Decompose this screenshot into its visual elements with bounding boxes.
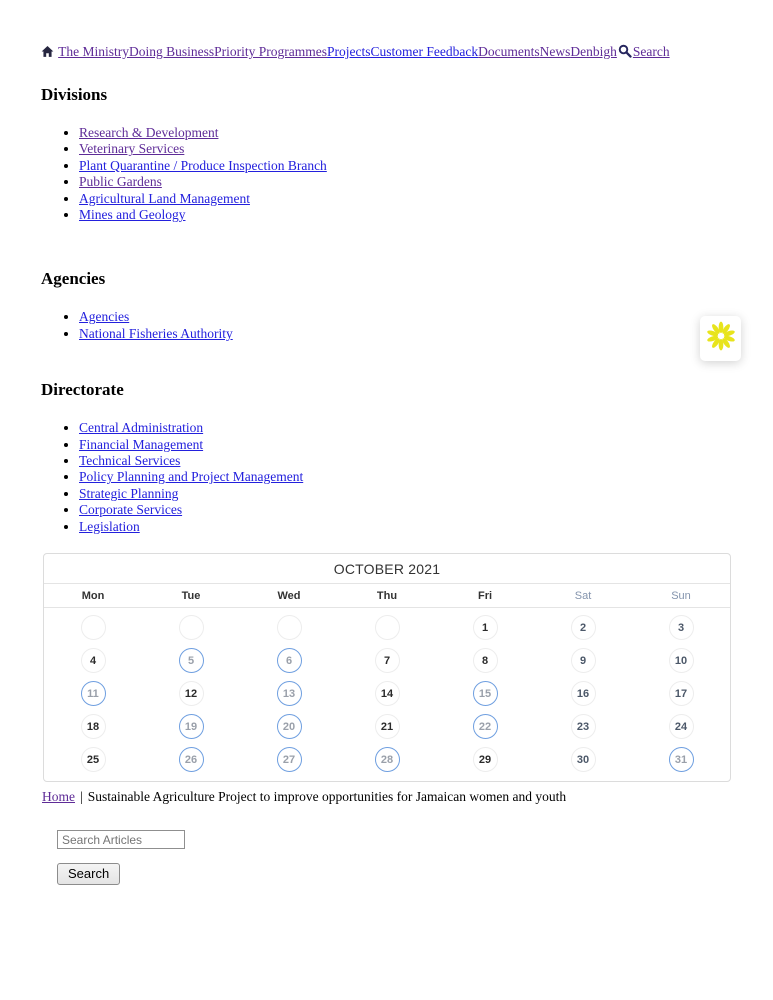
section-link-public-gardens[interactable]: Public Gardens: [79, 174, 162, 190]
calendar-cell: [44, 611, 142, 644]
calendar-day-28[interactable]: 28: [375, 747, 400, 772]
list-item: [79, 191, 732, 207]
feedback-widget-button[interactable]: [700, 316, 741, 361]
calendar-cell: [338, 710, 436, 743]
calendar-cell: [240, 644, 338, 677]
breadcrumb-home-link[interactable]: Home: [42, 789, 75, 805]
section-link-plant-quarantine-produce-inspection-branch[interactable]: Plant Quarantine / Produce Inspection Branch: [79, 157, 327, 173]
calendar-cell: [436, 677, 534, 710]
calendar-cell: [240, 677, 338, 710]
nav-link-projects[interactable]: Projects: [327, 44, 371, 59]
calendar-cell: [44, 710, 142, 743]
section-directorate: [41, 380, 732, 535]
list-item: [79, 174, 732, 190]
breadcrumb-separator: |: [80, 789, 83, 805]
section-link-agencies[interactable]: Agencies: [79, 309, 130, 325]
list-item: [79, 125, 732, 141]
calendar-day-header-tue: Tue: [181, 589, 201, 602]
calendar-day-14: 14: [375, 681, 400, 706]
nav-link-search[interactable]: Search: [632, 44, 670, 59]
calendar-day-header-thu: Thu: [376, 589, 398, 602]
calendar-cell: [44, 677, 142, 710]
asterisk-flower-icon: [706, 321, 736, 356]
calendar-day-19[interactable]: 19: [179, 714, 204, 739]
calendar-cell: [240, 710, 338, 743]
list-item: [79, 469, 732, 485]
calendar-day-empty: [277, 615, 302, 640]
calendar-cell: [632, 611, 730, 644]
section-link-veterinary-services[interactable]: Veterinary Services: [79, 141, 185, 157]
section-heading: Divisions: [41, 85, 108, 104]
section-link-national-fisheries-authority[interactable]: National Fisheries Authority: [79, 325, 233, 341]
calendar-day-header-wed: Wed: [277, 589, 301, 602]
calendar-cell: [142, 677, 240, 710]
calendar-cell: [436, 644, 534, 677]
section-link-list: [41, 309, 732, 342]
calendar-cell: [534, 644, 632, 677]
calendar-day-1: 1: [473, 615, 498, 640]
calendar-day-17: 17: [669, 681, 694, 706]
page-title: Sustainable Agriculture Project to improve opportunities for Jamaican women and youth: [87, 789, 567, 805]
calendar-day-29: 29: [473, 747, 498, 772]
list-item: [79, 309, 732, 325]
breadcrumb: [42, 789, 732, 805]
top-nav: [41, 44, 732, 62]
section-link-strategic-planning[interactable]: Strategic Planning: [79, 485, 179, 501]
calendar-cell: [44, 743, 142, 776]
calendar-cell: [338, 611, 436, 644]
list-item: [79, 502, 732, 518]
calendar-day-31[interactable]: 31: [669, 747, 694, 772]
calendar-day-12: 12: [179, 681, 204, 706]
nav-link-doing-business[interactable]: Doing Business: [129, 44, 215, 59]
section-link-agricultural-land-management[interactable]: Agricultural Land Management: [79, 190, 250, 206]
nav-link-the-ministry[interactable]: The Ministry: [58, 44, 130, 59]
section-link-technical-services[interactable]: Technical Services: [79, 453, 181, 469]
list-item: [79, 158, 732, 174]
calendar-day-header-sat: Sat: [574, 589, 592, 602]
calendar-cell: [44, 644, 142, 677]
nav-link-denbigh[interactable]: Denbigh: [570, 44, 617, 59]
section-link-corporate-services[interactable]: Corporate Services: [79, 502, 183, 518]
calendar-day-10: 10: [669, 648, 694, 673]
section-link-list: [41, 125, 732, 223]
calendar-day-23: 23: [571, 714, 596, 739]
calendar-cell: [534, 710, 632, 743]
list-item: [79, 437, 732, 453]
calendar-cell: [240, 611, 338, 644]
section-agencies: [41, 269, 732, 342]
calendar-day-30: 30: [571, 747, 596, 772]
calendar-cell: [436, 611, 534, 644]
calendar-day-24: 24: [669, 714, 694, 739]
search-articles-button[interactable]: Search: [57, 863, 120, 885]
section-divisions: [41, 85, 732, 223]
calendar-day-header-fri: Fri: [477, 589, 493, 602]
calendar-day-3: 3: [669, 615, 694, 640]
calendar-day-header-mon: Mon: [81, 589, 105, 602]
calendar-cell: [534, 677, 632, 710]
calendar-day-11[interactable]: 11: [81, 681, 106, 706]
calendar-cell: [632, 743, 730, 776]
section-link-legislation[interactable]: Legislation: [79, 518, 140, 534]
nav-link-priority-programmes[interactable]: Priority Programmes: [214, 44, 328, 59]
calendar-day-18: 18: [81, 714, 106, 739]
list-item: [79, 207, 732, 223]
calendar-cell: [436, 743, 534, 776]
calendar-cell: [142, 710, 240, 743]
sections-container: [41, 85, 732, 535]
home-link[interactable]: [41, 44, 58, 59]
list-item: [79, 141, 732, 157]
calendar-cell: [240, 743, 338, 776]
calendar-day-4: 4: [81, 648, 106, 673]
calendar-day-5[interactable]: 5: [179, 648, 204, 673]
calendar-day-header-sun: Sun: [671, 589, 691, 602]
calendar-cell: [338, 644, 436, 677]
calendar-cell: [632, 710, 730, 743]
calendar-cell: [142, 644, 240, 677]
list-item: [79, 420, 732, 436]
list-item: [79, 486, 732, 502]
section-link-policy-planning-and-project-management[interactable]: Policy Planning and Project Management: [79, 469, 304, 485]
nav-link-customer-feedback[interactable]: Customer Feedback: [370, 44, 479, 59]
calendar-day-15[interactable]: 15: [473, 681, 498, 706]
calendar-day-26[interactable]: 26: [179, 747, 204, 772]
nav-link-news[interactable]: News: [539, 44, 571, 59]
home-icon: [41, 45, 54, 62]
list-item: [79, 453, 732, 469]
calendar-cell: [436, 710, 534, 743]
section-link-central-administration[interactable]: Central Administration: [79, 420, 204, 436]
calendar-day-empty: [81, 615, 106, 640]
calendar-day-empty: [375, 615, 400, 640]
calendar-day-21: 21: [375, 714, 400, 739]
search-articles-input[interactable]: [57, 830, 185, 849]
calendar-cell: [632, 644, 730, 677]
calendar-day-20[interactable]: 20: [277, 714, 302, 739]
section-link-list: [41, 420, 732, 535]
calendar-cell: [338, 677, 436, 710]
nav-link-documents[interactable]: Documents: [478, 44, 540, 59]
calendar-day-6[interactable]: 6: [277, 648, 302, 673]
calendar-grid: [44, 608, 730, 781]
calendar-day-22[interactable]: 22: [473, 714, 498, 739]
calendar-month-title: OCTOBER 2021: [44, 554, 730, 584]
calendar-cell: [632, 677, 730, 710]
section-link-research-development[interactable]: Research & Development: [79, 125, 219, 140]
search-icon: [618, 44, 632, 62]
calendar-day-8: 8: [473, 648, 498, 673]
events-calendar: [43, 553, 731, 782]
calendar-cell: [534, 611, 632, 644]
calendar-day-7: 7: [375, 648, 400, 673]
section-link-mines-and-geology[interactable]: Mines and Geology: [79, 207, 186, 223]
calendar-day-16: 16: [571, 681, 596, 706]
list-item: [79, 326, 732, 342]
calendar-day-2: 2: [571, 615, 596, 640]
section-link-financial-management[interactable]: Financial Management: [79, 436, 204, 452]
calendar-day-empty: [179, 615, 204, 640]
calendar-cell: [338, 743, 436, 776]
calendar-day-header-row: [44, 584, 730, 608]
section-heading: Directorate: [41, 380, 124, 400]
calendar-cell: [142, 743, 240, 776]
article-search: [41, 830, 732, 885]
nav-links: [58, 44, 617, 59]
calendar-cell: [142, 611, 240, 644]
section-heading: Agencies: [41, 269, 106, 289]
list-item: [79, 519, 732, 535]
calendar-day-25: 25: [81, 747, 106, 772]
calendar-cell: [534, 743, 632, 776]
calendar-day-27[interactable]: 27: [277, 747, 302, 772]
calendar-day-9: 9: [571, 648, 596, 673]
calendar-day-13[interactable]: 13: [277, 681, 302, 706]
